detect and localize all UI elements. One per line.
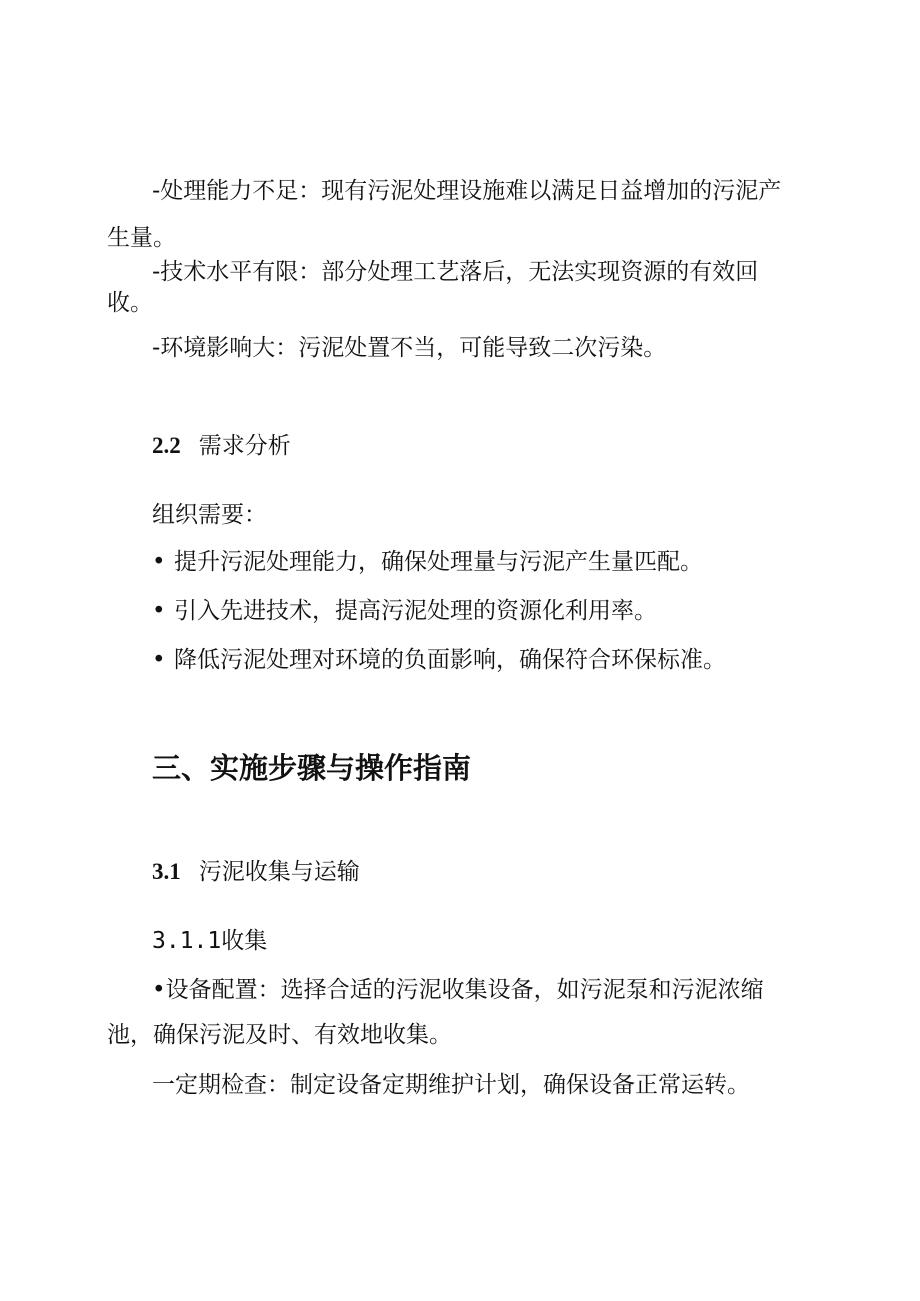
list-item	[152, 547, 703, 577]
section-title: 需求分析	[198, 433, 291, 459]
requirements-lead: 组织需要：	[152, 502, 267, 528]
subsection-number: 3.1.1	[152, 928, 222, 954]
intro-line-1: -处理能力不足：现有污泥处理设施难以满足日益增加的污泥产	[152, 178, 782, 204]
intro-line-4: 收。	[107, 290, 153, 316]
subsection-heading-3-1-1	[152, 926, 267, 956]
body-line-3: 一定期检查：制定设备定期维护计划，确保设备正常运转。	[152, 1072, 750, 1098]
bullet-icon: •	[152, 598, 166, 624]
subsection-title: 收集	[221, 928, 268, 954]
intro-line-3: -技术水平有限：部分处理工艺落后，无法实现资源的有效回	[152, 259, 759, 285]
list-item-text: 降低污泥处理对环境的负面影响，确保符合环保标准。	[174, 647, 726, 673]
section-heading-3-1	[152, 857, 360, 887]
list-item-text: 提升污泥处理能力，确保处理量与污泥产生量匹配。	[174, 549, 703, 575]
intro-line-5: -环境影响大：污泥处置不当，可能导致二次污染。	[152, 335, 667, 361]
chapter-heading: 三、实施步骤与操作指南	[152, 751, 472, 785]
bullet-icon: •	[152, 647, 166, 673]
list-item-text: 引入先进技术，提高污泥处理的资源化利用率。	[174, 598, 657, 624]
list-item	[152, 645, 726, 675]
section-title: 污泥收集与运输	[198, 859, 360, 885]
intro-line-2: 生量。	[107, 225, 176, 251]
list-item	[152, 596, 657, 626]
section-number: 2.2	[152, 433, 181, 458]
body-line-2: 池，确保污泥及时、有效地收集。	[107, 1022, 452, 1048]
bullet-icon: •	[152, 549, 166, 575]
body-line-1: •设备配置：选择合适的污泥收集设备，如污泥泵和污泥浓缩	[152, 977, 764, 1003]
section-number: 3.1	[152, 859, 181, 884]
section-heading-2-2	[152, 431, 291, 461]
